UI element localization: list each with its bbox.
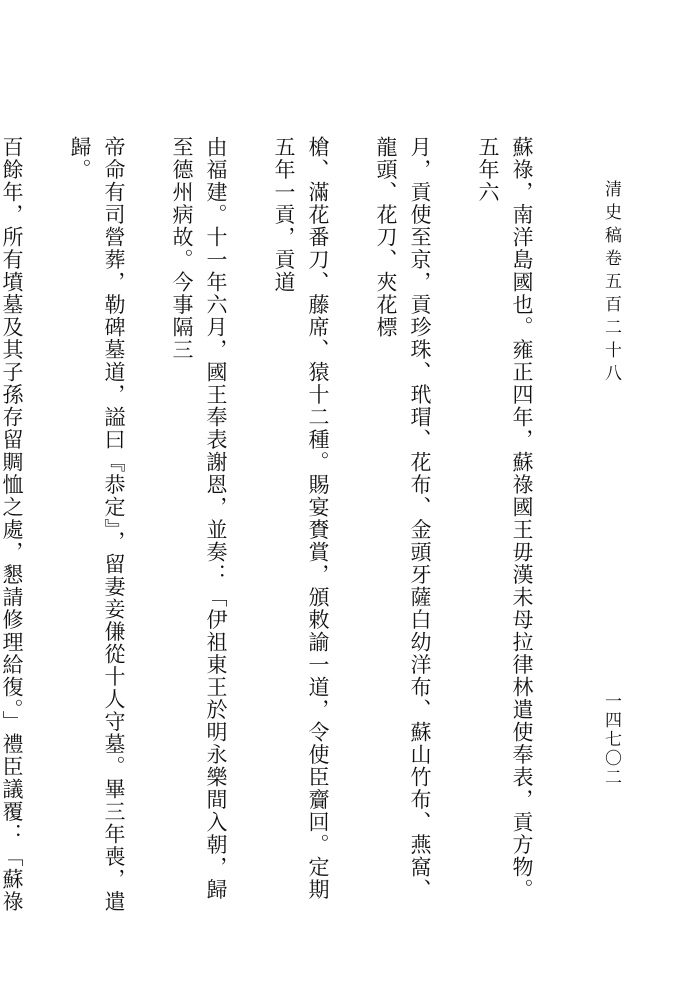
text-column: 百餘年，所有墳墓及其子孫存留賙恤之處，懇請修理給復。」禮臣議覆：「蘇祿 — [0, 136, 24, 913]
text-column: 帝命有司營葬，勒碑墓道，謚曰『恭定』，留妻妾傔從十人守墓。畢三年喪，遣歸。 — [68, 136, 126, 913]
body-text — [0, 136, 573, 916]
text-column: 由福建。十一年六月，國王奉表謝恩，並奏：「伊祖東王於明永樂間入朝，歸至德州病故。今事隔三 — [170, 136, 228, 901]
text-column: 槍、滿花番刀、藤席、猿十二種。賜宴賚賞，頒敕諭一道，令使臣齎回。定期五年一貢，貢道 — [272, 136, 330, 901]
running-header: 清史稿卷五百二十八 — [601, 180, 621, 387]
text-column: 月，貢使至京，貢珍珠、玳瑁、花布、金頭牙薩白幼洋布、蘇山竹布、燕窩、龍頭、花刀、夾花標 — [374, 136, 432, 901]
text-column: 蘇祿，南洋島國也。雍正四年，蘇祿國王毋漢未母拉律林遣使奉表，貢方物。五年六 — [476, 136, 534, 901]
page-number: 一四七〇二 — [601, 692, 621, 787]
